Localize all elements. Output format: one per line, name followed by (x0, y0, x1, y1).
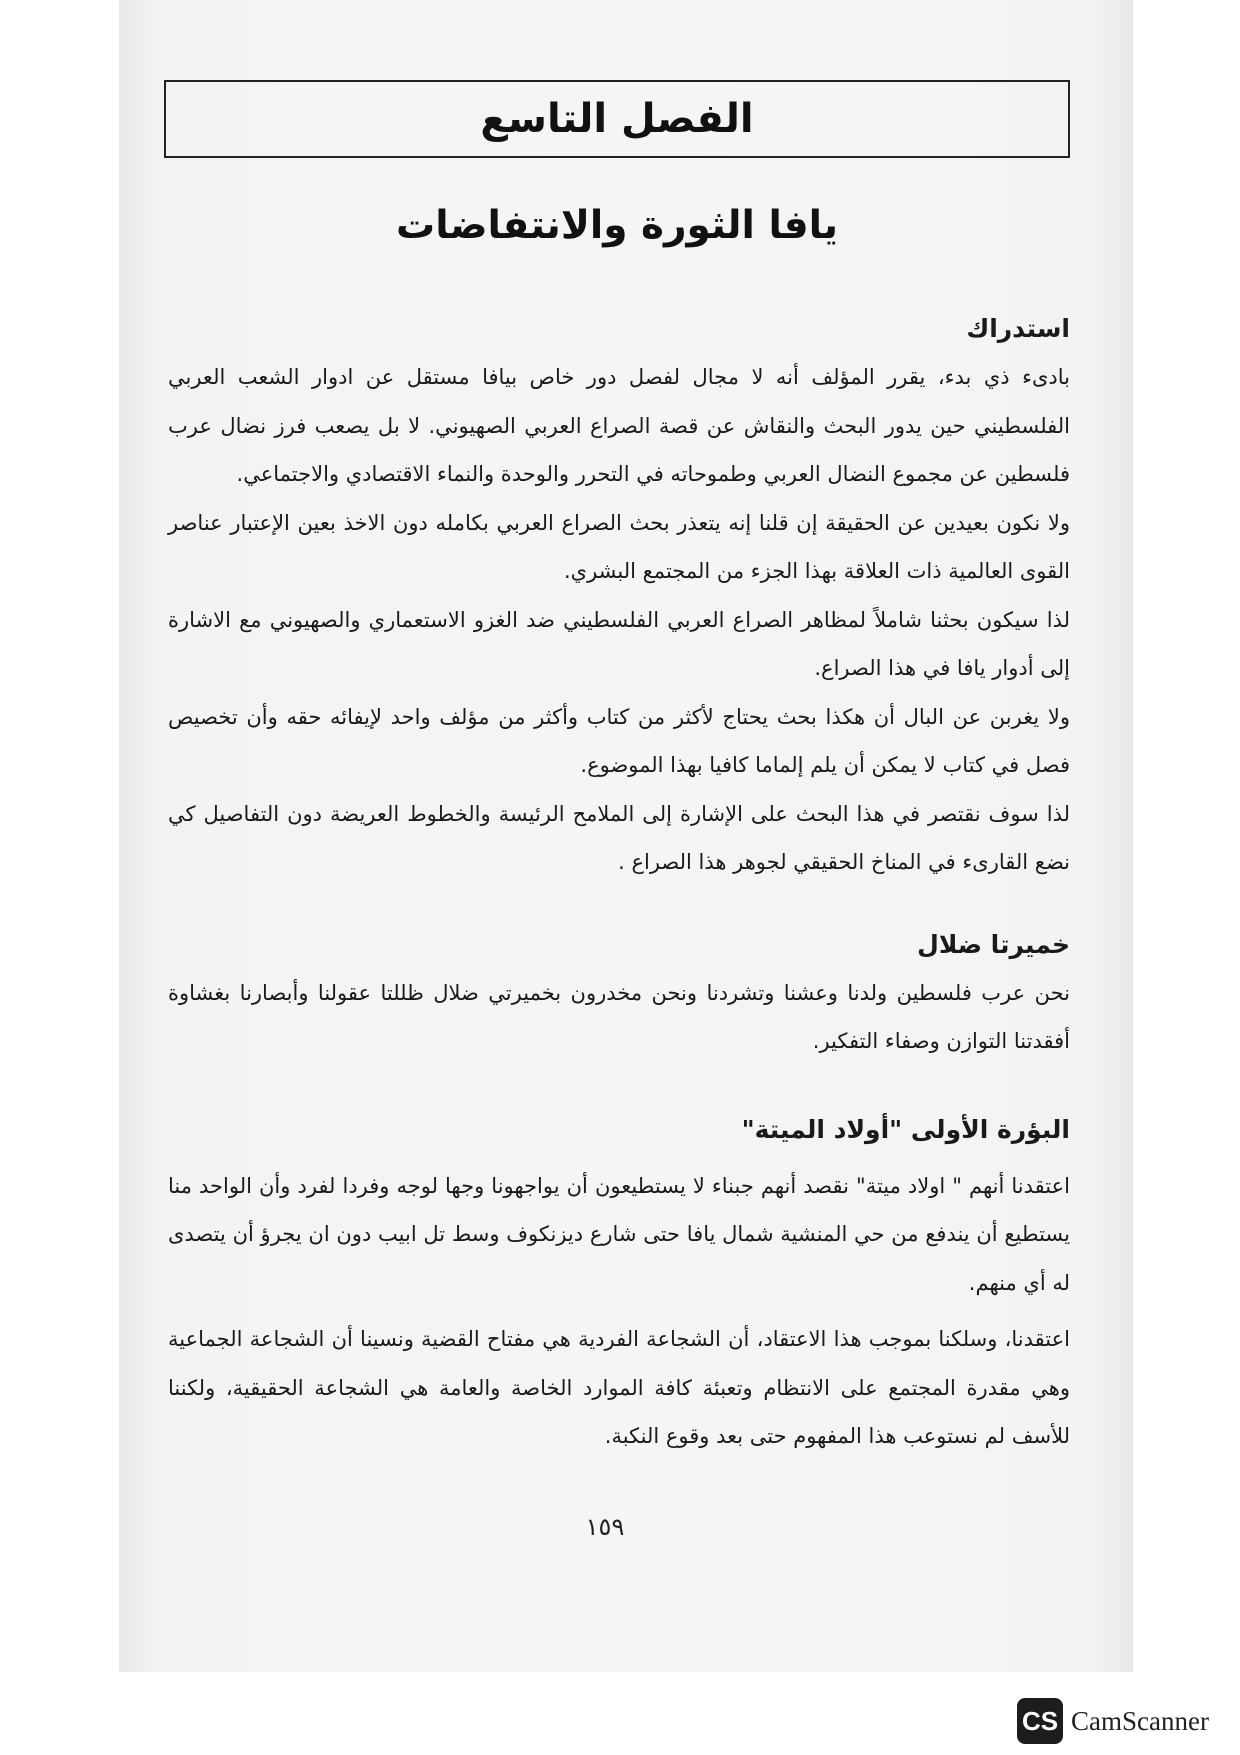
paragraph: ولا يغربن عن البال أن هكذا بحث يحتاج لأكثر من كتاب وأكثر من مؤلف واحد لإيفائه حقه وأن تخصيص فصل في كتاب لا يمكن أن يلم إلماما كافيا بهذا الموضوع. (168, 704, 1070, 777)
camscanner-watermark: CamScanner (1071, 1706, 1209, 1736)
section-heading: البؤرة الأولى "أولاد الميتة" (741, 1114, 1070, 1144)
paragraph: لذا سيكون بحثنا شاملاً لمظاهر الصراع العربي الفلسطيني ضد الغزو الاستعماري والصهيوني مع الاشارة إلى أدوار يافا في هذا الصراع. (168, 607, 1070, 680)
chapter-title: يافا الثورة والانتفاضات (396, 203, 838, 248)
camscanner-logo-icon: CS (1017, 1698, 1063, 1744)
paragraph: اعتقدنا أنهم " اولاد ميتة" نقصد أنهم جبناء لا يستطيعون أن يواجهونا وجها لوجه وفردا لفرد وأن الواحد منا يستطيع أن يندفع من حي المنشية شمال يافا حتى شارع ديزنكوف وسط تل ابيب دون ان يجرؤ أن يتصدى له أي منهم. (168, 1173, 1070, 1295)
paragraph: ولا نكون بعيدين عن الحقيقة إن قلنا إنه يتعذر بحث الصراع العربي بكامله دون الاخذ بعين الإعتبار عناصر القوى العالمية ذات العلاقة بهذا الجزء من المجتمع البشري. (168, 510, 1070, 583)
chapter-header-box (164, 80, 1070, 158)
page-number: ١٥٩ (585, 1513, 625, 1541)
body-text (168, 305, 1070, 1461)
paragraph: لذا سوف نقتصر في هذا البحث على الإشارة إلى الملامح الرئيسة والخطوط العريضة دون التفاصيل كي نضع القارىء في المناخ الحقيقي لجوهر هذا الصراع . (168, 801, 1070, 874)
paragraph: بادىء ذي بدء، يقرر المؤلف أنه لا مجال لفصل دور خاص بيافا مستقل عن ادوار الشعب العربي الفلسطيني حين يدور البحث والنقاش عن قصة الصراع العربي الصهيوني. لا بل يصعب فرز نضال عرب فلسطين عن مجموع النضال العربي وطموحاته في التحرر والوحدة والنماء الاقتصادي والاجتماعي. (168, 365, 1070, 486)
chapter-label: الفصل التاسع (480, 96, 754, 142)
paragraph: اعتقدنا، وسلكنا بموجب هذا الاعتقاد، أن الشجاعة الفردية هي مفتاح القضية ونسينا أن الشجاعة الجماعية وهي مقدرة المجتمع على الانتظام وتعبئة كافة الموارد الخاصة والعامة هي الشجاعة الحقيقية، ولكننا للأسف لم نستوعب هذا المفهوم حتى بعد وقوع النكبة. (168, 1327, 1070, 1448)
section-heading: خميرتا ضلال (917, 929, 1070, 959)
paragraph: نحن عرب فلسطين ولدنا وعشنا وتشردنا ونحن مخدرون بخميرتي ضلال ظللتا عقولنا وأبصارنا بغشاوة أفقدتنا التوازن وصفاء التفكير. (168, 980, 1070, 1053)
section-heading: استدراك (966, 314, 1070, 343)
